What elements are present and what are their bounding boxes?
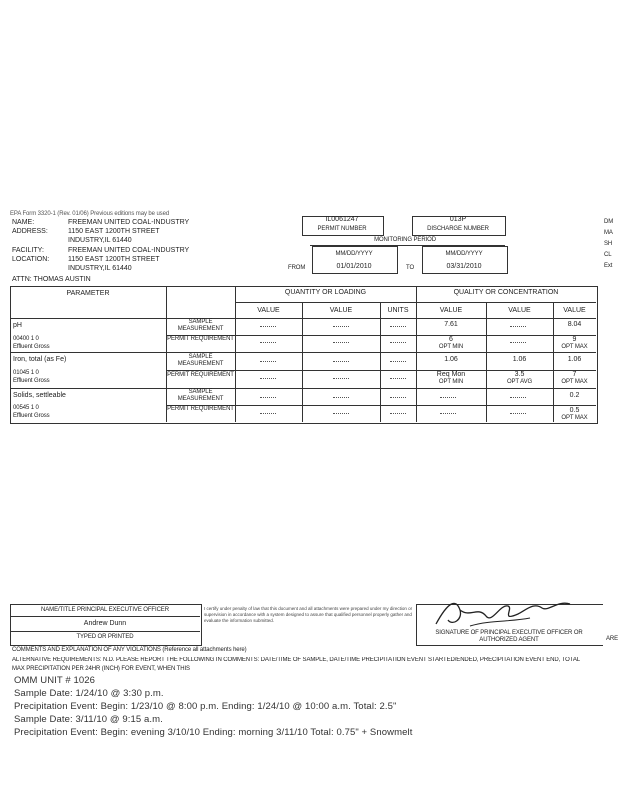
permit-note: OPT MAX — [561, 344, 588, 350]
location-line1: 1150 EAST 1200TH STREET — [68, 256, 160, 263]
permit-value: 7 — [572, 371, 577, 378]
value-header: VALUE — [257, 307, 280, 314]
permit-requirement-label: PERMIT REQUIREMENT — [167, 336, 234, 342]
permit-note: OPT MAX — [561, 379, 588, 385]
from-date: 01/01/2010 — [336, 263, 372, 270]
from-label: FROM — [288, 265, 306, 271]
monitoring-period-label: MONITORING PERIOD — [374, 237, 436, 243]
signature-image — [430, 596, 580, 632]
comments-line2: MAX PRECIPITATION PER 24HR (INCH) FOR EVENT, WHEN THIS — [12, 666, 190, 672]
note-line: Sample Date: 1/24/10 @ 3:30 p.m. — [14, 688, 164, 699]
value-header: VALUE — [563, 307, 586, 314]
to-date: 03/31/2010 — [446, 263, 482, 270]
permit-requirement-label: PERMIT REQUIREMENT — [167, 406, 234, 412]
param-code: 00545 1 0 — [13, 405, 39, 411]
permit-requirement-label: PERMIT REQUIREMENT — [167, 372, 234, 378]
permit-value: 9 — [572, 336, 577, 343]
name-label: NAME: — [12, 219, 35, 226]
col-divider — [380, 302, 381, 422]
param-name: Iron, total (as Fe) — [13, 356, 67, 363]
permit-value: 0.5 — [569, 407, 580, 414]
right-label-ma: MA — [604, 230, 613, 236]
sample-value: 1.06 — [567, 356, 582, 363]
permit-value: Req Mon — [436, 371, 466, 378]
sample-value: 7.61 — [444, 321, 458, 328]
to-label: TO — [406, 265, 415, 271]
col-divider — [302, 302, 303, 422]
facility-label: FACILITY: — [12, 247, 44, 254]
sample-measurement-label: SAMPLE MEASUREMENT — [177, 389, 224, 402]
permit-note: OPT AVG — [506, 379, 533, 385]
signature-label: SIGNATURE OF PRINCIPAL EXECUTIVE OFFICER OR AUTHORIZED AGENT — [435, 630, 583, 643]
from-format: MM/DD/YYYY — [335, 251, 373, 257]
row-divider — [10, 352, 596, 353]
value-header: VALUE — [508, 307, 531, 314]
to-format: MM/DD/YYYY — [445, 251, 483, 257]
quantity-header: QUANTITY OR LOADING — [284, 289, 367, 296]
discharge-number-label: DISCHARGE NUMBER — [427, 226, 489, 232]
parameter-header: PARAMETER — [66, 290, 110, 297]
comments-label: COMMENTS AND EXPLANATION OF ANY VIOLATIONS (Reference all attachments here) — [12, 647, 247, 653]
sample-measurement-label: SAMPLE MEASUREMENT — [177, 354, 224, 367]
certification-text: I certify under penalty of law that this document and all attachments were prepared under my direction or supervision in accordance with a system designed to assure that qualified personnel properly gather and evaluate the information submitted. — [204, 606, 413, 623]
permit-note: OPT MAX — [561, 415, 588, 421]
value-header: VALUE — [329, 307, 353, 314]
comments-line1: ALTERNATIVE REQUIREMENTS: N.D. PLEASE REPORT THE FOLLOWING IN COMMENTS: DATE/TIME OF SAMPLE, DATE/TIME PRECIPITATION EVENT STARTED/ENDED, PRECIPITATION EVENT END, TOTAL — [12, 657, 580, 663]
permit-number-label: PERMIT NUMBER — [317, 226, 367, 232]
row-divider — [10, 388, 596, 389]
location-line2: INDUSTRY,IL 61440 — [68, 265, 132, 272]
param-code: 01045 1 0 — [13, 370, 39, 376]
sample-value: 0.2 — [569, 392, 580, 399]
officer-title-label: NAME/TITLE PRINCIPAL EXECUTIVE OFFICER — [41, 607, 169, 613]
note-line: Precipitation Event: Begin: 1/23/10 @ 8:00 p.m. Ending: 1/24/10 @ 10:00 a.m. Total: 2.5" — [14, 701, 397, 712]
sample-value: 1.06 — [444, 356, 458, 363]
param-location: Effluent Gross — [13, 378, 50, 384]
quality-header: QUALITY OR CONCENTRATION — [453, 289, 559, 296]
param-name: Solids, settleable — [13, 392, 66, 399]
sample-value: 8.04 — [567, 321, 582, 328]
sample-value: 1.06 — [512, 356, 527, 363]
area-label: ARE — [606, 636, 618, 642]
units-header: UNITS — [387, 307, 409, 314]
address-line2: INDUSTRY,IL 61440 — [68, 237, 132, 244]
param-location: Effluent Gross — [13, 344, 50, 350]
form-reference: EPA Form 3320-1 (Rev. 01/06) Previous editions may be used — [10, 211, 170, 217]
permit-note: OPT MIN — [438, 344, 464, 350]
note-line: Precipitation Event: Begin: evening 3/10/10 Ending: morning 3/11/10 Total: 0.75" + Snowmelt — [14, 727, 413, 738]
sample-measurement-label: SAMPLE MEASUREMENT — [177, 319, 224, 332]
right-label-dm: DM — [604, 219, 614, 225]
typed-printed-label: TYPED OR PRINTED — [76, 634, 134, 640]
right-label-cl: CL — [604, 252, 612, 258]
location-label: LOCATION: — [12, 256, 50, 263]
permit-number-value: IL0061247 — [325, 216, 359, 223]
param-location: Effluent Gross — [13, 413, 50, 419]
facility-value: FREEMAN UNITED COAL-INDUSTRY — [68, 247, 190, 254]
discharge-number-value: 013P — [449, 216, 467, 223]
right-label-sh: SH — [604, 241, 613, 247]
note-line: Sample Date: 3/11/10 @ 9:15 a.m. — [14, 714, 163, 725]
row-divider — [235, 302, 596, 303]
permit-note: OPT MIN — [438, 379, 464, 385]
address-label: ADDRESS: — [12, 228, 48, 235]
param-name: pH — [13, 322, 22, 329]
address-line1: 1150 EAST 1200TH STREET — [68, 228, 160, 235]
permit-value: 3.5 — [514, 371, 525, 378]
officer-name: Andrew Dunn — [83, 620, 127, 627]
value-header: VALUE — [439, 307, 463, 314]
permit-value: 6 — [449, 336, 453, 343]
param-code: 00400 1 0 — [13, 336, 39, 342]
note-line: OMM UNIT # 1026 — [14, 675, 96, 686]
right-label-ext: Ext — [604, 263, 613, 269]
row-divider — [10, 318, 596, 319]
name-value: FREEMAN UNITED COAL-INDUSTRY — [68, 219, 190, 226]
attention-line: ATTN: THOMAS AUSTIN — [12, 276, 91, 283]
